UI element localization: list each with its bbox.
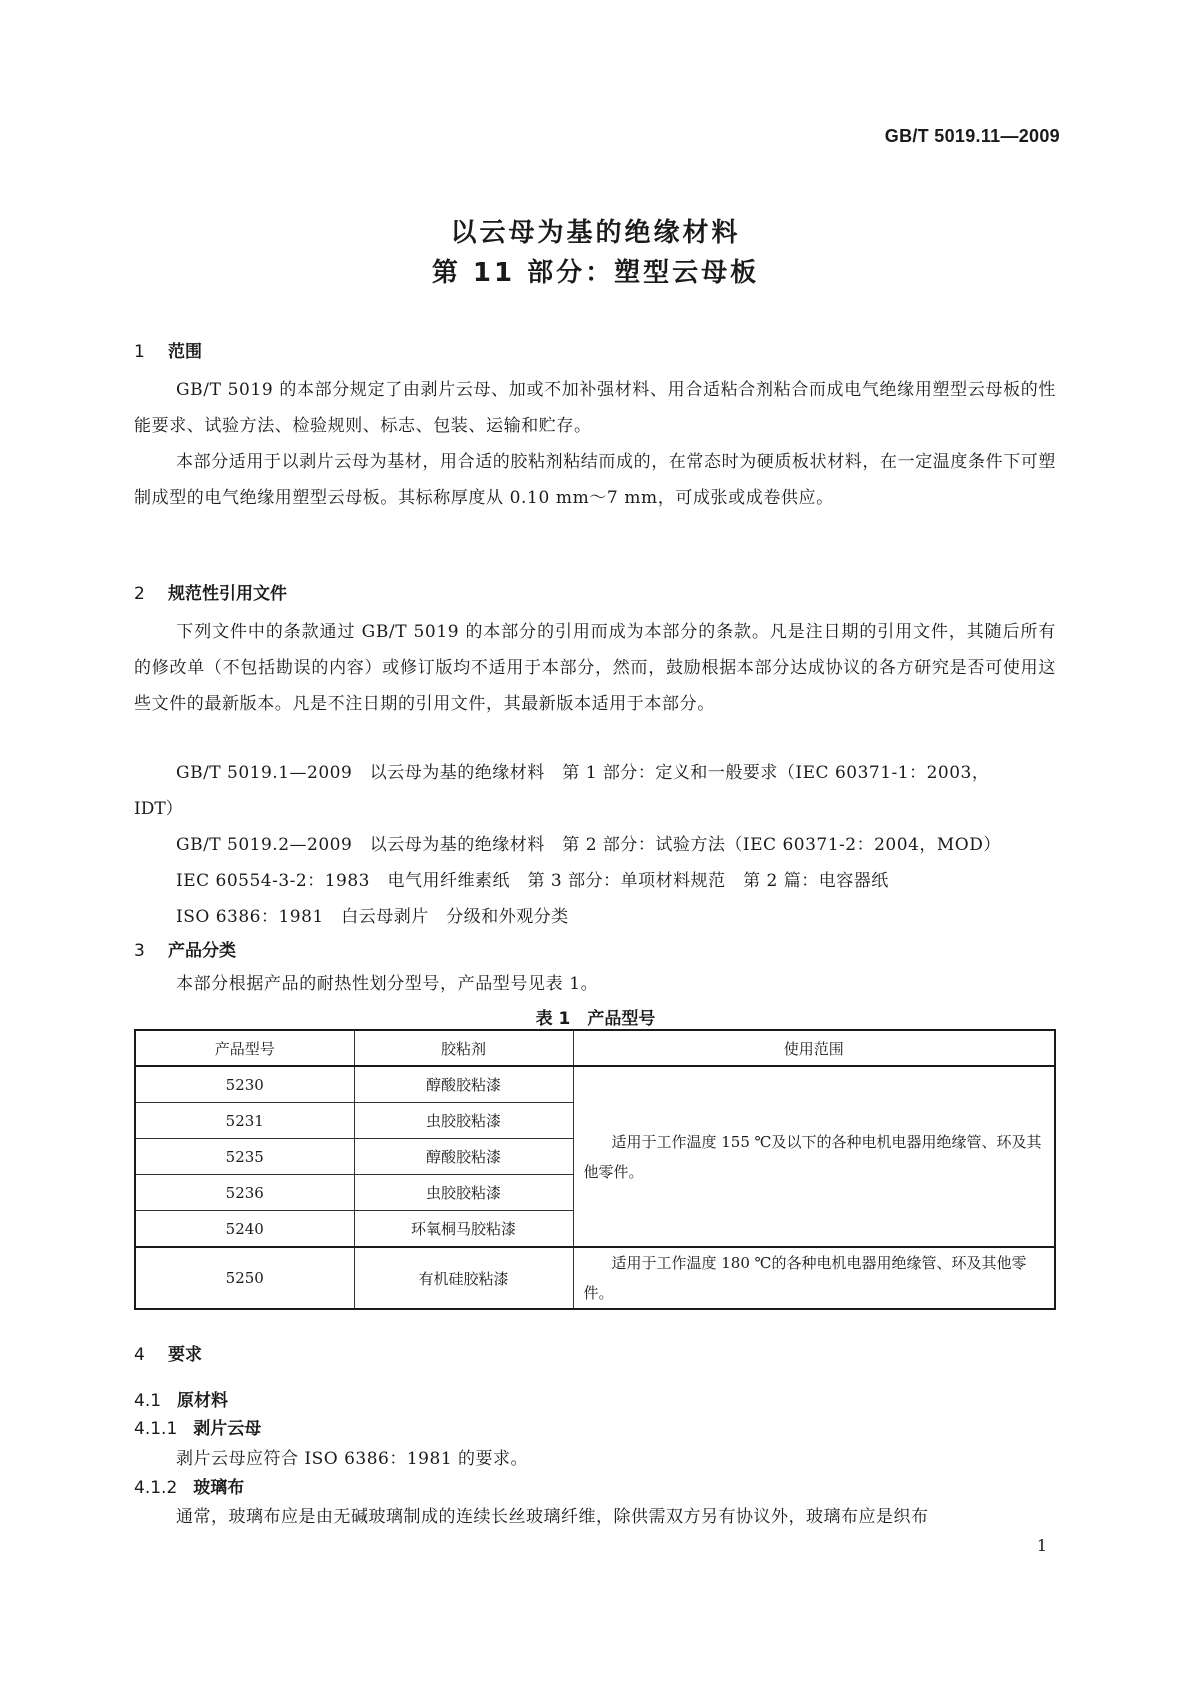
cell-model: 5236 [135, 1175, 354, 1211]
column-header-model: 产品型号 [135, 1030, 354, 1066]
cell-binder: 醇酸胶粘漆 [354, 1066, 573, 1103]
column-header-scope: 使用范围 [573, 1030, 1055, 1066]
section-4-1-2-heading [134, 1473, 244, 1498]
section-number: 4 [134, 1345, 145, 1365]
table-row [135, 1066, 1055, 1103]
cell-model: 5240 [135, 1211, 354, 1248]
section-4-1-1-text: 剥片云母应符合 ISO 6386：1981 的要求。 [176, 1449, 529, 1469]
section-2-heading [134, 579, 287, 604]
section-title: 产品分类 [168, 941, 236, 961]
cell-model: 5250 [135, 1247, 354, 1309]
section-4-1-2-text: 通常，玻璃布应是由无碱玻璃制成的连续长丝玻璃纤维，除供需双方另有协议外，玻璃布应是织布 [176, 1507, 929, 1527]
section-4-heading [134, 1340, 202, 1365]
section-1-paragraph-1 [134, 372, 1056, 444]
column-header-binder: 胶粘剂 [354, 1030, 573, 1066]
section-title: 范围 [168, 342, 202, 362]
section-4-1-1-heading [134, 1414, 261, 1439]
paragraph-text: 本部分根据产品的耐热性划分型号，产品型号见表 1。 [176, 974, 599, 994]
paragraph-text: GB/T 5019 的本部分规定了由剥片云母、加或不加补强材料、用合适粘合剂粘合而成电气绝缘用塑型云母板的性能要求、试验方法、检验规则、标志、包装、运输和贮存。 [134, 380, 1056, 436]
table-row [135, 1247, 1055, 1309]
cell-binder: 有机硅胶粘漆 [354, 1247, 573, 1309]
paragraph-text: 下列文件中的条款通过 GB/T 5019 的本部分的引用而成为本部分的条款。凡是注日期的引用文件，其随后所有的修改单（不包括勘误的内容）或修订版均不适用于本部分，然而，鼓励根据本部分达成协议的各方研究是否可使用这些文件的最新版本。凡是不注日期的引用文件，其最新版本适用于本部分。 [134, 622, 1056, 714]
section-4-1-heading [134, 1386, 228, 1411]
section-1-paragraph-2 [134, 444, 1056, 516]
section-title: 剥片云母 [193, 1419, 262, 1439]
cell-binder: 虫胶胶粘漆 [354, 1175, 573, 1211]
cell-scope [573, 1066, 1055, 1247]
cell-model: 5230 [135, 1066, 354, 1103]
table-header-row [135, 1030, 1055, 1066]
section-number: 4.1.2 [134, 1478, 178, 1498]
section-3-heading [134, 936, 236, 961]
cell-binder: 虫胶胶粘漆 [354, 1103, 573, 1139]
cell-binder: 醇酸胶粘漆 [354, 1139, 573, 1175]
section-number: 1 [134, 342, 145, 362]
section-title: 玻璃布 [193, 1478, 245, 1498]
section-number: 4.1.1 [134, 1419, 178, 1439]
section-title: 要求 [168, 1345, 202, 1365]
section-3-paragraph-1 [134, 966, 1056, 1002]
reference-4: ISO 6386：1981 白云母剥片 分级和外观分类 [176, 907, 569, 927]
reference-3: IEC 60554-3-2：1983 电气用纤维素纸 第 3 部分：单项材料规范 第 2 篇：电容器纸 [176, 871, 889, 891]
reference-2: GB/T 5019.2—2009 以云母为基的绝缘材料 第 2 部分：试验方法（IEC 60371-2：2004，MOD） [176, 835, 1001, 855]
cell-scope [573, 1247, 1055, 1309]
section-title: 原材料 [177, 1391, 229, 1411]
scope-text: 适用于工作温度 155 ℃及以下的各种电机电器用绝缘管、环及其他零件。 [583, 1132, 1042, 1181]
table-caption: 表 1 产品型号 [535, 1009, 656, 1029]
scope-text: 适用于工作温度 180 ℃的各种电机电器用绝缘管、环及其他零件。 [583, 1254, 1027, 1302]
document-title: 以云母为基的绝缘材料 [450, 218, 741, 248]
cell-binder: 环氧桐马胶粘漆 [354, 1211, 573, 1248]
cell-model: 5231 [135, 1103, 354, 1139]
section-title: 规范性引用文件 [168, 584, 287, 604]
standard-code: GB/T 5019.11—2009 [884, 126, 1060, 146]
document-subtitle: 第 11 部分：塑型云母板 [431, 258, 760, 288]
section-number: 4.1 [134, 1391, 162, 1411]
paragraph-text: 本部分适用于以剥片云母为基材，用合适的胶粘剂粘结而成的，在常态时为硬质板状材料，在一定温度条件下可塑制成型的电气绝缘用塑型云母板。其标称厚度从 0.10 mm～7 mm，可成张或成卷供应。 [134, 452, 1056, 508]
section-number: 3 [134, 941, 145, 961]
reference-1: GB/T 5019.1—2009 以云母为基的绝缘材料 第 1 部分：定义和一般要求（IEC 60371-1：2003， [176, 763, 990, 783]
reference-1-continued: IDT） [134, 799, 183, 819]
page-number: 1 [1036, 1536, 1047, 1555]
section-2-paragraph-1 [134, 614, 1056, 722]
product-type-table [134, 1029, 1056, 1310]
cell-model: 5235 [135, 1139, 354, 1175]
section-1-heading [134, 337, 202, 362]
section-number: 2 [134, 584, 145, 604]
